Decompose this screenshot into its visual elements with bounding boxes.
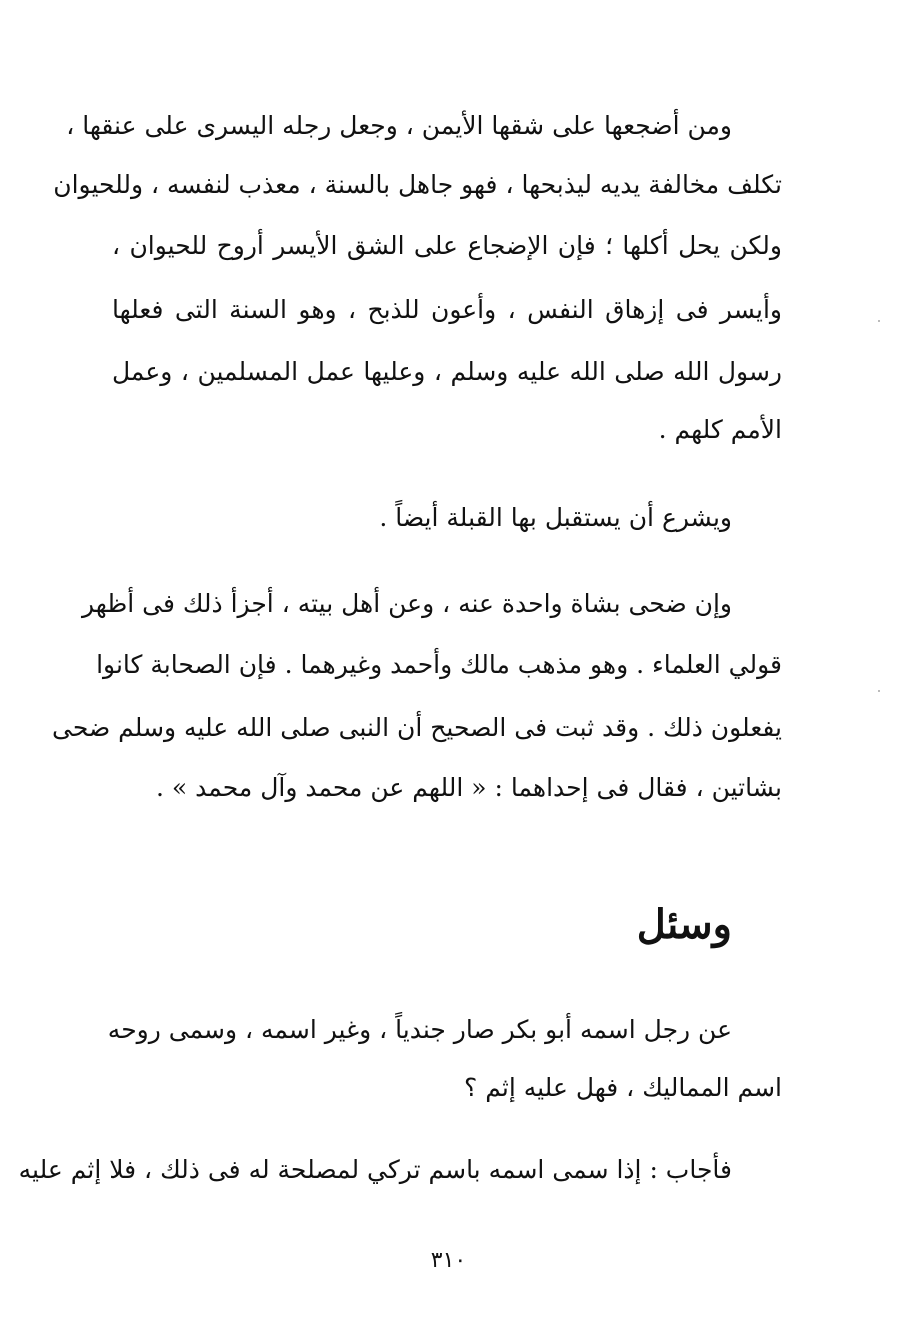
text-line: يفعلون ذلك . وقد ثبت فى الصحيح أن النبى صلى الله عليه وسلم ضحى	[52, 713, 782, 742]
text-line: ولكن يحل أكلها ؛ فإن الإضجاع على الشق الأيسر أروح للحيوان ،	[112, 231, 782, 260]
text-line: وأيسر فى إزهاق النفس ، وأعون للذبح ، وهو السنة التى فعلها	[112, 295, 782, 324]
scan-mark	[878, 690, 880, 692]
text-line: ومن أضجعها على شقها الأيمن ، وجعل رجله اليسرى على عنقها ،	[66, 111, 732, 140]
text-line: عن رجل اسمه أبو بكر صار جندياً ، وغير اسمه ، وسمى روحه	[107, 1015, 732, 1044]
text-line: اسم المماليك ، فهل عليه إثم ؟	[464, 1073, 782, 1102]
page-number: ٣١٠	[430, 1248, 467, 1273]
text-line: فأجاب : إذا سمى اسمه باسم تركي لمصلحة له فى ذلك ، فلا إثم عليه	[18, 1155, 732, 1184]
text-line: تكلف مخالفة يديه ليذبحها ، فهو جاهل بالسنة ، معذب لنفسه ، وللحيوان	[53, 170, 782, 199]
text-line: الأمم كلهم .	[658, 415, 782, 444]
section-heading: وسئل	[636, 901, 732, 948]
text-line: رسول الله صلى الله عليه وسلم ، وعليها عمل المسلمين ، وعمل	[112, 357, 782, 386]
text-line: ويشرع أن يستقبل بها القبلة أيضاً .	[379, 503, 732, 532]
text-line: وإن ضحى بشاة واحدة عنه ، وعن أهل بيته ، أجزأ ذلك فى أظهر	[82, 589, 732, 618]
text-line: بشاتين ، فقال فى إحداهما : « اللهم عن محمد وآل محمد » .	[156, 773, 782, 802]
text-line: قولي العلماء . وهو مذهب مالك وأحمد وغيرهما . فإن الصحابة كانوا	[96, 650, 782, 679]
scan-mark	[878, 320, 880, 322]
